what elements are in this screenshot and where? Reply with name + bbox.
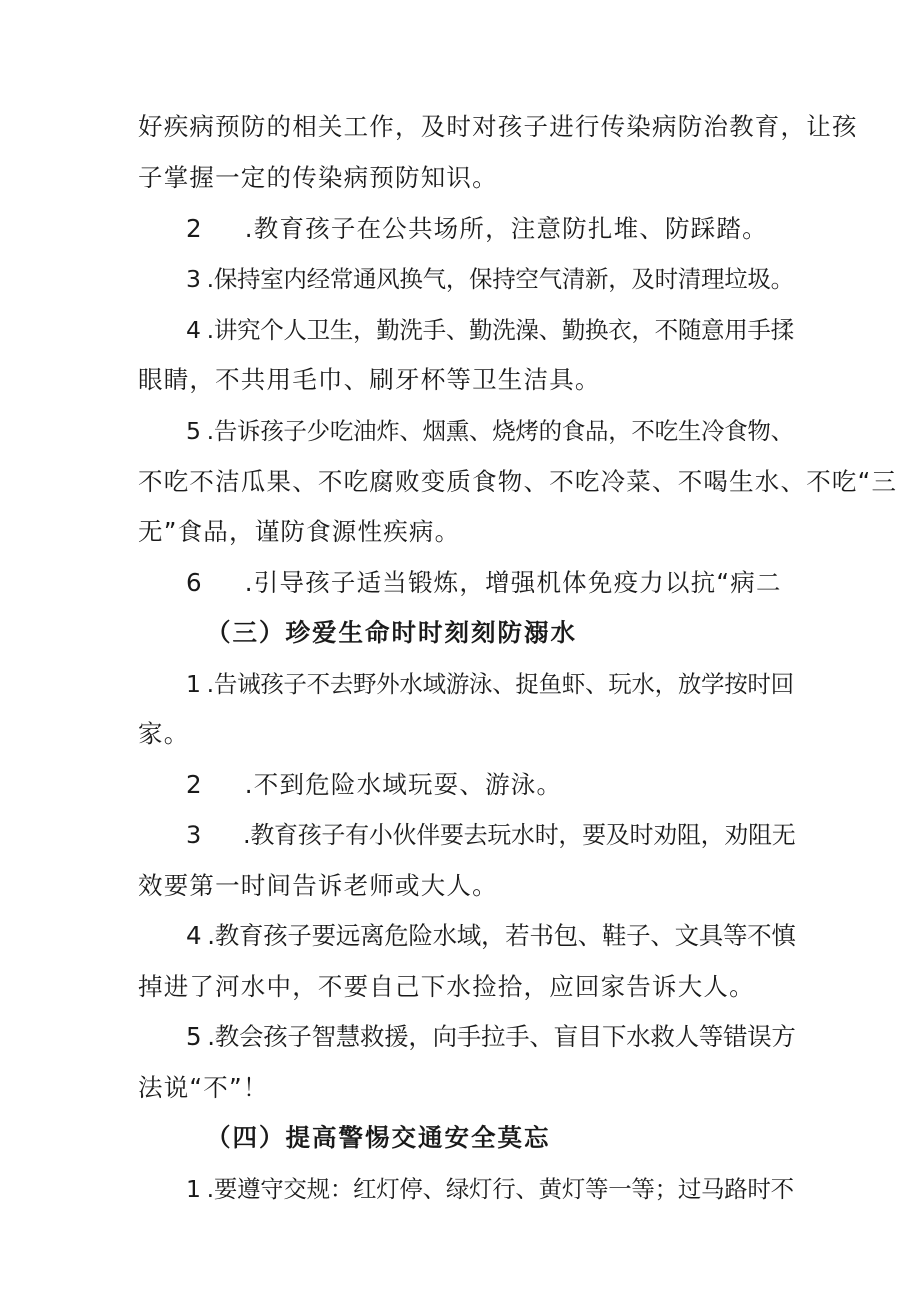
item-text: .教育孩子在公共场所，注意防扎堆、防踩踏。 [244,214,768,243]
item-number: 6 [186,568,203,597]
line-text: 无”食品，谨防食源性疾病。 [138,517,461,546]
item-text: .不到危险水域玩耍、游泳。 [244,770,563,799]
item-number: 1 [186,1175,201,1203]
line-text: 掉进了河水中，不要自己下水捡拾，应回家告诉大人。 [138,972,755,1001]
heading-text: （四）提高警惕交通安全莫忘 [206,1123,551,1152]
item-number: 5 [186,1022,202,1051]
list-item-6 [186,560,782,606]
item-number: 3 [186,821,201,849]
paragraph-line-continued [138,964,755,1010]
list-item-1 [186,1166,794,1212]
item-number: 3 [186,265,201,293]
item-text: .引导孩子适当锻炼，增强机体免疫力以抗“病二 [244,568,782,597]
paragraph-line-continued [138,357,601,403]
paragraph-line-continued [138,509,460,555]
paragraph-line-continued [138,863,498,909]
list-item-4 [186,307,794,353]
list-item-5 [186,1014,796,1060]
item-number: 5 [186,417,201,445]
item-text: .要遵守交规：红灯停、绿灯行、黄灯等一等；过马路时不 [206,1175,794,1203]
list-item-2 [186,206,768,252]
list-item-4 [186,913,796,959]
item-number: 4 [186,316,201,344]
line-text: 子掌握一定的传染病预防知识。 [138,163,498,192]
item-text: .讲究个人卫生，勤洗手、勤洗澡、勤换衣，不随意用手揉 [206,316,794,344]
line-text: 家。 [138,719,190,748]
item-text: .教育孩子要远离危险水域，若书包、鞋子、文具等不慎 [207,921,796,950]
list-item-5 [186,408,794,454]
heading-text: （三）珍爱生命时时刻刻防溺水 [206,618,577,647]
item-number: 2 [186,770,203,799]
item-number: 4 [186,921,202,950]
line-text: 法说“不”！ [138,1073,269,1102]
list-item-2 [186,762,562,808]
item-text: .教育孩子有小伙伴要去玩水时，要及时劝阻，劝阻无 [242,821,796,849]
list-item-3 [186,812,795,858]
line-text: 效要第一时间告诉老师或大人。 [138,871,498,900]
paragraph-line-2 [138,155,498,201]
item-text: .教会孩子智慧救援，向手拉手、盲目下水救人等错误方 [207,1022,796,1051]
item-number: 2 [186,214,203,243]
item-text: .保持室内经常通风换气，保持空气清新，及时清理垃圾。 [206,265,794,293]
paragraph-line-continued [138,711,189,757]
section-heading-4 [206,1115,551,1161]
item-text: .告诉孩子少吃油炸、烟熏、烧烤的食品，不吃生冷食物、 [206,417,794,445]
item-number: 1 [186,670,201,698]
line-text: 眼睛，不共用毛巾、刷牙杯等卫生洁具。 [138,365,601,394]
list-item-3 [186,256,794,302]
line-text: 好疾病预防的相关工作，及时对孩子进行传染病防治教育，让孩 [138,112,858,141]
line-text: 不吃不洁瓜果、不吃腐败变质食物、不吃冷菜、不喝生水、不吃“三 [138,467,898,496]
item-text: .告诫孩子不去野外水域游泳、捉鱼虾、玩水，放学按时回 [206,670,794,698]
paragraph-line-1 [138,104,858,150]
paragraph-line-continued [138,1065,269,1111]
paragraph-line-continued [138,459,898,505]
list-item-1 [186,661,794,707]
section-heading-3 [206,610,577,656]
